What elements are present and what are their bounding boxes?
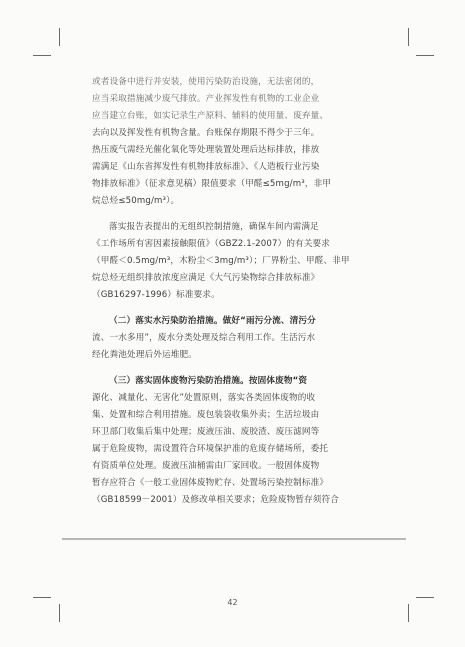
crop-mark-top-right-h	[416, 55, 434, 56]
page-number: 42	[227, 598, 238, 607]
text-line: 应当采取措施减少废气排放。产业挥发性有机物的工业企业	[92, 94, 320, 104]
text-line: 去向以及挥发性有机物含量。台账保存期限不得少于三年。	[92, 128, 320, 138]
text-line: 集、处置和综合利用措施。废包装袋收集外卖；生活垃圾由	[92, 410, 320, 420]
text-line: 属于危险废物，需设置符合环境保护准的危废存储场所，委托	[92, 444, 329, 454]
section-heading-water: （二）落实水污染防治措施。做好“雨污分流、清污分	[109, 316, 316, 326]
body-text	[92, 74, 368, 509]
crop-mark-top-left-v	[59, 28, 60, 46]
text-line: 流、一水多用”，废水分类处理及综合利用工作。生活污水	[92, 333, 316, 343]
text-line: 源化、减量化、无害化”处置原则，落实各类固体废物的收	[92, 393, 316, 403]
text-line: 需满足《山东省挥发性有机物排放标准》、《人造板行业污染	[92, 162, 320, 172]
text-line: 或者设备中进行并安装，使用污染防治设施，无法密闭的，	[92, 77, 320, 87]
crop-mark-top-left-h	[33, 55, 51, 56]
text-line: 应当建立台账，如实记录生产原料、辅料的使用量、废弃量、	[92, 111, 329, 121]
footer-rule	[62, 538, 406, 540]
text-line: 热压废气需经光催化氧化等处理装置处理后达标排放，排放	[92, 145, 320, 155]
text-line: 暂存应符合《一般工业固体废物贮存、处置场污染控制标准》	[92, 478, 329, 488]
text-line: 环卫部门收集后集中处理；废液压油、废胶渣、废压滤网等	[92, 427, 320, 437]
text-line: （GB16297-1996）标准要求。	[92, 290, 220, 300]
text-line: 物排放标准》（征求意见稿）限值要求（甲醛≤5mg/m³，非甲	[92, 179, 332, 189]
text-line: （GB18599－2001）及修改单相关要求；危险废物暂存须符合	[92, 495, 340, 505]
text-line: 《工作场所有害因素接触限值》（GBZ2.1-2007）的有关要求	[92, 239, 331, 249]
text-line: 有资质单位处理。废液压油桶需由厂家回收。一般固体废物	[92, 461, 320, 471]
text-line: （甲醛＜0.5mg/m³，木粉尘＜3mg/m³）；厂界粉尘、甲醛、非甲	[92, 256, 350, 266]
text-line: 烷总烃无组织排放浓度应满足《大气污染物综合排放标准》	[92, 273, 320, 283]
paragraph-start: 落实报告表提出的无组织控制措施，确保车间内需满足	[109, 222, 319, 232]
crop-mark-top-right-v	[408, 28, 409, 46]
text-line: 烷总烃≤50mg/m³）。	[92, 196, 180, 206]
section-heading-solid-waste: （三）落实固体废物污染防治措施。按固体废物“资	[109, 376, 308, 386]
text-line: 经化粪池处理后外运堆肥。	[92, 350, 197, 360]
